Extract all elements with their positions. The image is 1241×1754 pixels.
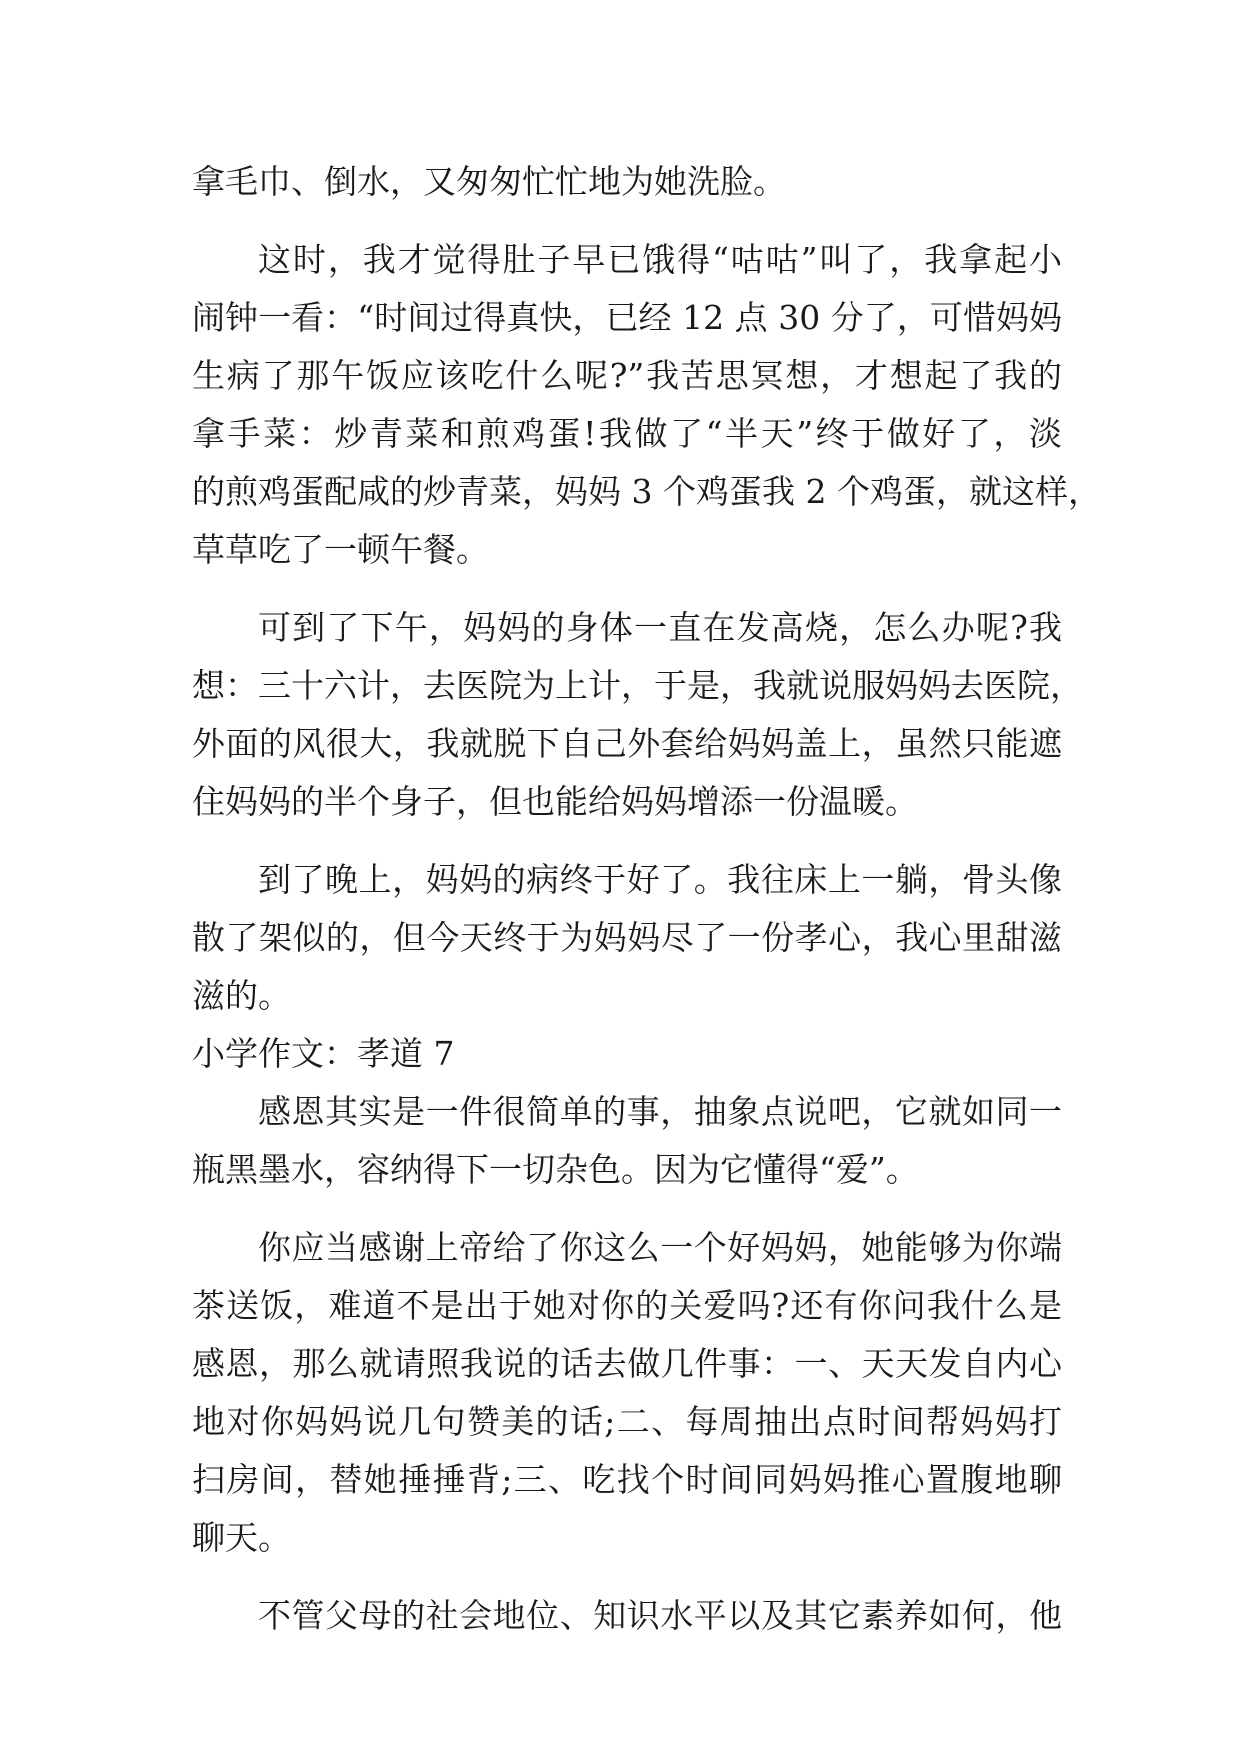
text-line: 住妈妈的半个身子，但也能给妈妈增添一份温暖。 (192, 782, 918, 821)
text-line: 生病了那午饭应该吃什么呢?”我苦思冥想，才想起了我的 (192, 356, 1062, 395)
paragraph-evening (192, 851, 1062, 1025)
paragraph-lunch (192, 231, 1101, 579)
text-line: 感恩其实是一件很简单的事，抽象点说吧，它就如同一 (258, 1092, 1062, 1131)
paragraph-continuation (192, 153, 1062, 211)
text-line: 散了架似的，但今天终于为妈妈尽了一份孝心，我心里甜滋 (192, 918, 1062, 957)
text-line: 草草吃了一顿午餐。 (192, 530, 489, 569)
text-line: 到了晚上，妈妈的病终于好了。我往床上一躺，骨头像 (258, 860, 1062, 899)
text-line: 拿手菜：炒青菜和煎鸡蛋!我做了“半天”终于做好了，淡 (192, 414, 1062, 453)
text-line: 你应当感谢上帝给了你这么一个好妈妈，她能够为你端 (258, 1228, 1062, 1267)
section-heading: 小学作文：孝道 7 (192, 1034, 455, 1073)
text-line: 这时，我才觉得肚子早已饿得“咕咕”叫了，我拿起小 (258, 240, 1062, 279)
document-body (192, 153, 1101, 1645)
text-line: 闹钟一看：“时间过得真快，已经 12 点 30 分了，可惜妈妈 (192, 298, 1062, 337)
text-line: 地对你妈妈说几句赞美的话;二、每周抽出点时间帮妈妈打 (192, 1402, 1062, 1441)
text-line: 扫房间，替她捶捶背;三、吃找个时间同妈妈推心置腹地聊 (192, 1460, 1062, 1499)
text-line: 聊天。 (192, 1518, 291, 1557)
paragraph-gratitude-intro (192, 1083, 1062, 1199)
text-line: 可到了下午，妈妈的身体一直在发高烧，怎么办呢?我 (258, 608, 1062, 647)
text-line: 不管父母的社会地位、知识水平以及其它素养如何，他 (258, 1596, 1062, 1635)
text-line: 滋的。 (192, 976, 291, 1015)
text-line: 瓶黑墨水，容纳得下一切杂色。因为它懂得“爱”。 (192, 1150, 919, 1189)
text-line: 拿毛巾、倒水，又匆匆忙忙地为她洗脸。 (192, 162, 786, 201)
text-line: 的煎鸡蛋配咸的炒青菜，妈妈 3 个鸡蛋我 2 个鸡蛋，就这样， (192, 472, 1101, 511)
text-line: 感恩，那么就请照我说的话去做几件事：一、天天发自内心 (192, 1344, 1062, 1383)
paragraph-hospital (192, 599, 1083, 831)
text-line: 想：三十六计，去医院为上计，于是，我就说服妈妈去医院， (192, 666, 1083, 705)
text-line: 外面的风很大，我就脱下自己外套给妈妈盖上，虽然只能遮 (192, 724, 1062, 763)
text-line: 茶送饭，难道不是出于她对你的关爱吗?还有你问我什么是 (192, 1286, 1062, 1325)
paragraph-gratitude-tasks (192, 1219, 1062, 1567)
paragraph-parents (192, 1587, 1062, 1645)
